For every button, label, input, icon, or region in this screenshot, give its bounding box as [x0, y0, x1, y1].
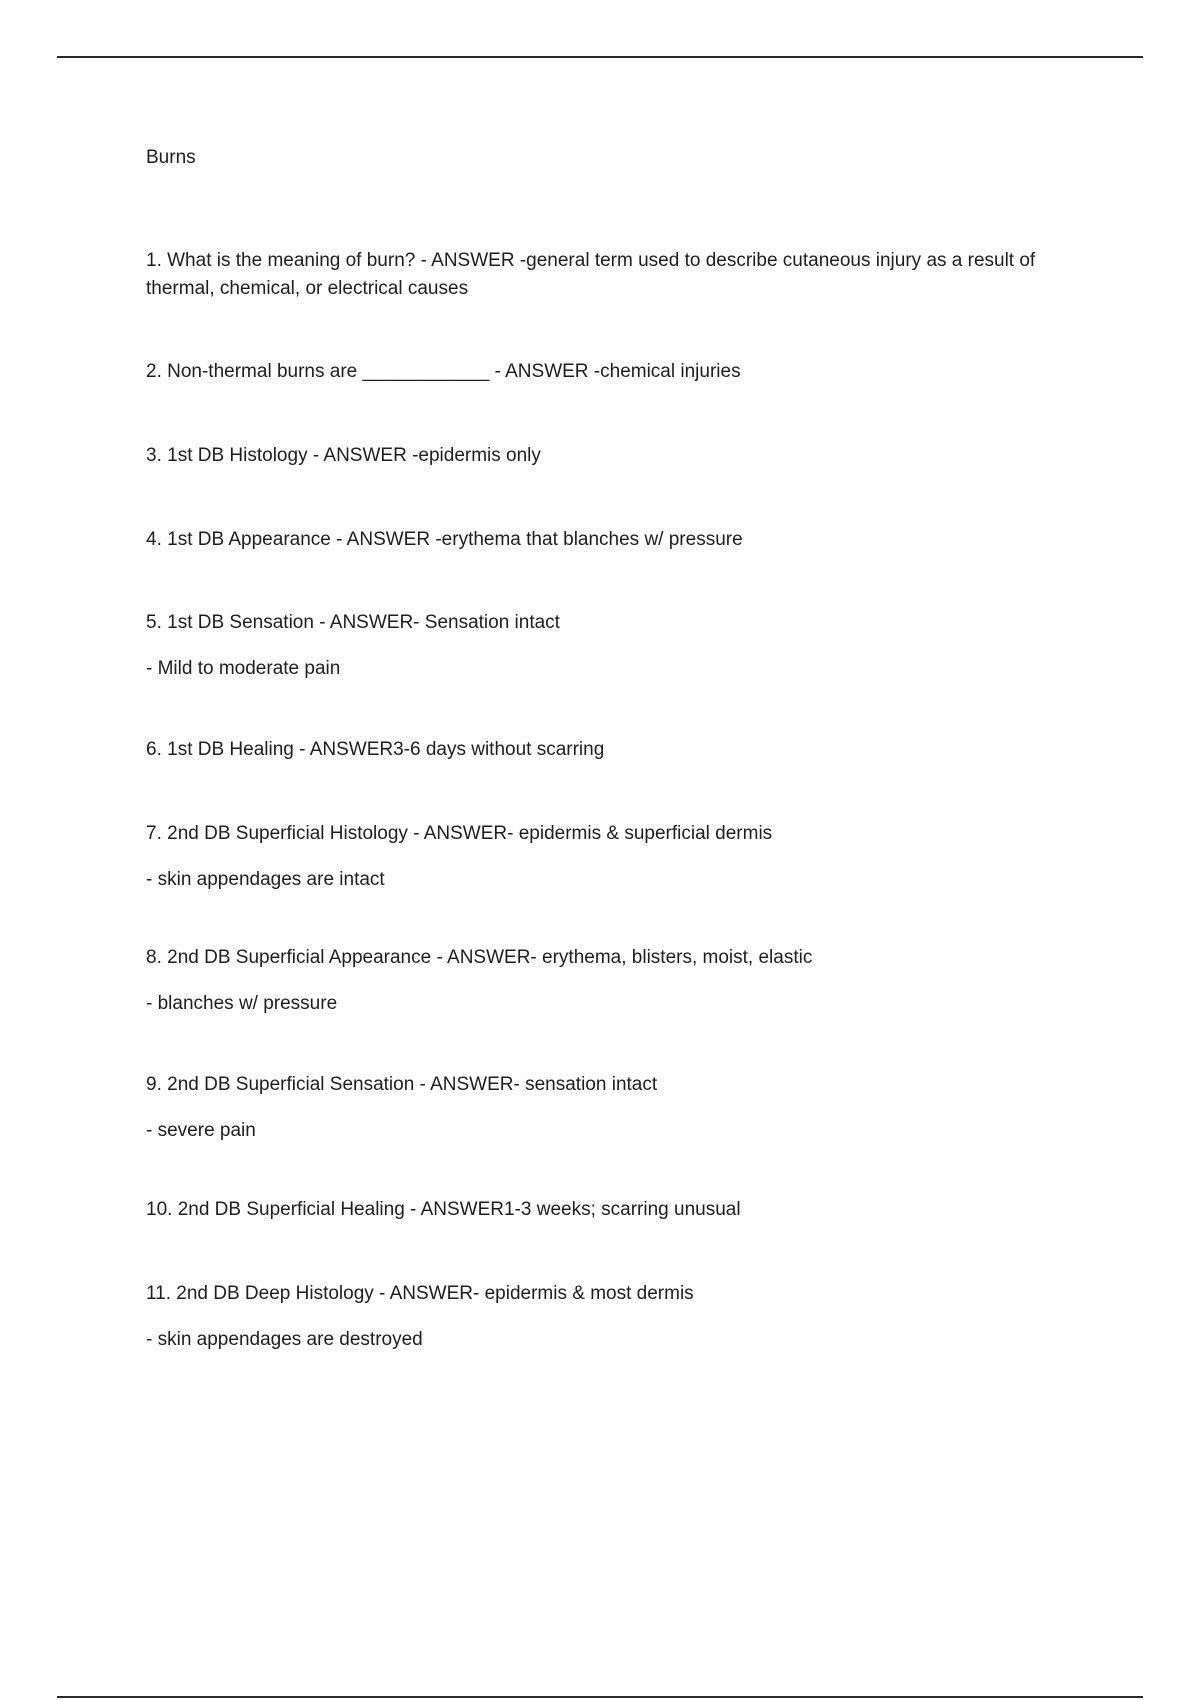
qa-text: 1. What is the meaning of burn? - ANSWER -general term used to describe cutaneous injury as a result of thermal, chemical, or electrical causes [146, 250, 1041, 299]
qa-text: 8. 2nd DB Superficial Appearance - ANSWER- erythema, blisters, moist, elastic [146, 947, 813, 968]
bottom-rule [57, 1696, 1143, 1698]
qa-item [146, 736, 1096, 764]
qa-text: 5. 1st DB Sensation - ANSWER- Sensation intact [146, 612, 560, 633]
qa-extra: - skin appendages are intact [146, 869, 385, 890]
qa-item [146, 247, 1096, 303]
qa-extra: - severe pain [146, 1120, 256, 1141]
document-title: Burns [146, 147, 196, 168]
qa-item [146, 1196, 1096, 1224]
qa-item [146, 1280, 1096, 1354]
top-rule [57, 56, 1143, 58]
qa-text: 3. 1st DB Histology - ANSWER -epidermis only [146, 445, 541, 466]
qa-text: 2. Non-thermal burns are ____________ - ANSWER -chemical injuries [146, 361, 741, 382]
qa-text: 7. 2nd DB Superficial Histology - ANSWER- epidermis & superficial dermis [146, 823, 773, 844]
qa-item [146, 526, 1096, 554]
qa-text: 6. 1st DB Healing - ANSWER3-6 days without scarring [146, 739, 605, 760]
qa-text: 11. 2nd DB Deep Histology - ANSWER- epidermis & most dermis [146, 1283, 694, 1304]
qa-extra: - blanches w/ pressure [146, 993, 338, 1014]
qa-item [146, 609, 1096, 683]
document-body [146, 146, 1096, 1350]
qa-extra: - skin appendages are destroyed [146, 1329, 423, 1350]
qa-item [146, 358, 1096, 386]
qa-text: 9. 2nd DB Superficial Sensation - ANSWER- sensation intact [146, 1074, 658, 1095]
qa-item [146, 1071, 1096, 1145]
qa-item [146, 944, 1096, 1018]
qa-item [146, 820, 1096, 894]
qa-text: 4. 1st DB Appearance - ANSWER -erythema that blanches w/ pressure [146, 529, 743, 550]
qa-extra: - Mild to moderate pain [146, 658, 341, 679]
qa-text: 10. 2nd DB Superficial Healing - ANSWER1-3 weeks; scarring unusual [146, 1199, 741, 1220]
qa-item [146, 442, 1096, 470]
